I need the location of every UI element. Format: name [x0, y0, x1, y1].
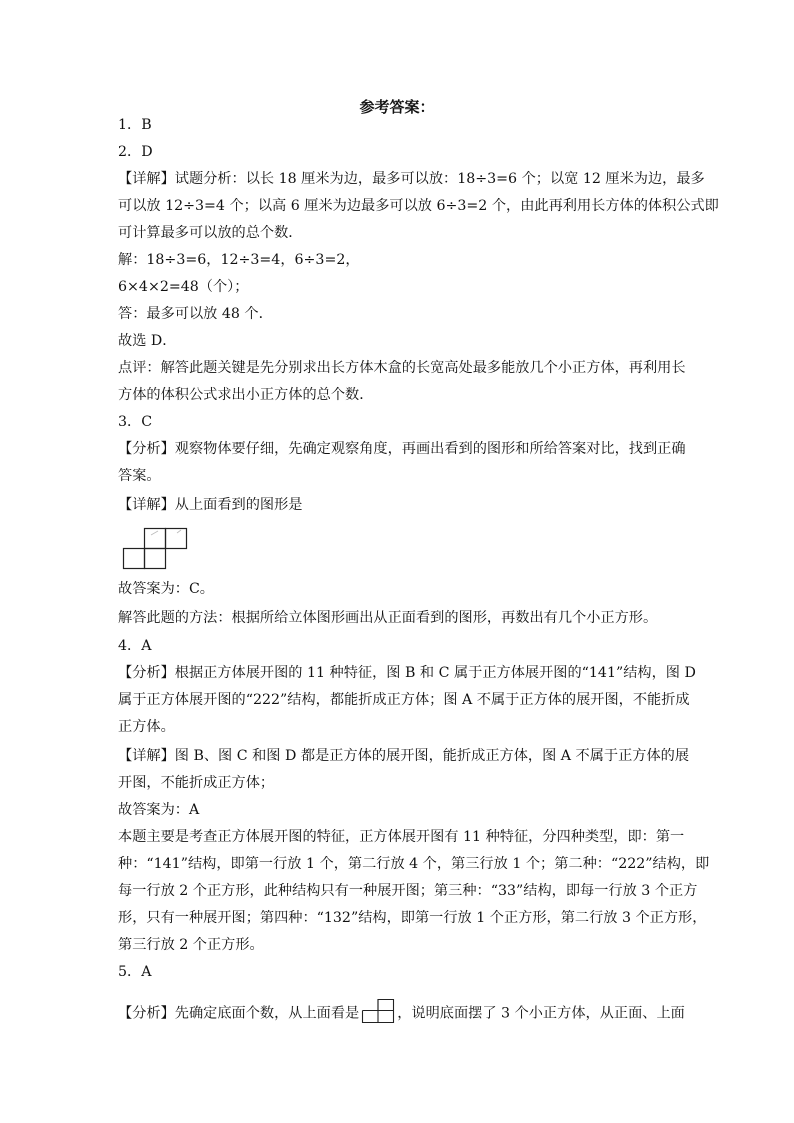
page-title: 参考答案：	[359, 98, 435, 116]
text-line: 【分析】根据正方体展开图的 11 种特征，图 B 和 C 属于正方体展开图的“141”结构，图 D	[118, 665, 696, 681]
text-segment: ，说明底面摆了 3 个小正方体，从正面、上面	[397, 1005, 685, 1022]
text-line: 【详解】从上面看到的图形是	[118, 497, 303, 513]
text-line: 【详解】试题分析：以长 18 厘米为边，最多可以放：18÷3=6 个；以宽 12 厘米为边，最多	[118, 171, 705, 187]
text-line: 解答此题的方法：根据所给立体图形画出从正面看到的图形，再数出有几个小正方形。	[118, 610, 658, 626]
text-line: 【详解】图 B、图 C 和图 D 都是正方体的展开图，能折成正方体，图 A 不属于正方体的展	[118, 748, 690, 764]
text-line: 属于正方体展开图的“222”结构，都能折成正方体；图 A 不属于正方体的展开图，不能折成	[118, 692, 690, 708]
text-line: 6×4×2=48（个）；	[118, 279, 249, 295]
text-line: 种：“141”结构，即第一行放 1 个，第二行放 4 个，第三行放 1 个；第二种：“222”结构，即	[118, 856, 710, 872]
text-line: 可计算最多可以放的总个数．	[118, 225, 303, 241]
text-line-with-figure	[118, 998, 685, 1029]
text-line: 答案。	[118, 468, 161, 484]
top-view-small-figure	[361, 998, 395, 1029]
text-line: 本题主要是考查正方体展开图的特征，正方体展开图有 11 种特征，分四种类型，即：第一	[118, 829, 685, 845]
answer-2: 2．D	[118, 144, 153, 160]
text-line: 【分析】观察物体要仔细，先确定观察角度，再画出看到的图形和所给答案对比，找到正确	[118, 441, 686, 457]
text-line: 每一行放 2 个正方形，此种结构只有一种展开图；第三种：“33”结构，即每一行放 3 个正方	[118, 883, 698, 899]
text-line: 点评：解答此题关键是先分别求出长方体木盒的长宽高处最多能放几个小正方体，再利用长	[118, 360, 686, 376]
text-segment: 【分析】先确定底面个数，从上面看是	[118, 1005, 360, 1022]
text-line: 答：最多可以放 48 个．	[118, 306, 273, 322]
answer-4: 4．A	[118, 638, 152, 654]
text-line: 故答案为：C。	[118, 581, 214, 597]
text-line: 开图，不能折成正方体；	[118, 775, 275, 791]
answer-1: 1．B	[118, 117, 152, 133]
text-line: 正方体。	[118, 719, 175, 735]
top-view-figure	[121, 527, 189, 571]
text-line: 故答案为：A	[118, 802, 200, 818]
answer-5: 5．A	[118, 964, 152, 980]
text-line: 第三行放 2 个正方形。	[118, 937, 264, 953]
text-line: 解：18÷3=6，12÷3=4，6÷3=2，	[118, 252, 360, 268]
text-line: 形，只有一种展开图；第四种：“132”结构，即第一行放 1 个正方形，第二行放 3 个正方形，	[118, 910, 707, 926]
text-line: 可以放 12÷3=4 个；以高 6 厘米为边最多可以放 6÷3=2 个，由此再利用长方体的体积公式即	[118, 198, 719, 214]
answer-3: 3．C	[118, 414, 153, 430]
text-line: 故选 D．	[118, 333, 177, 349]
text-line: 方体的体积公式求出小正方体的总个数．	[118, 387, 374, 403]
